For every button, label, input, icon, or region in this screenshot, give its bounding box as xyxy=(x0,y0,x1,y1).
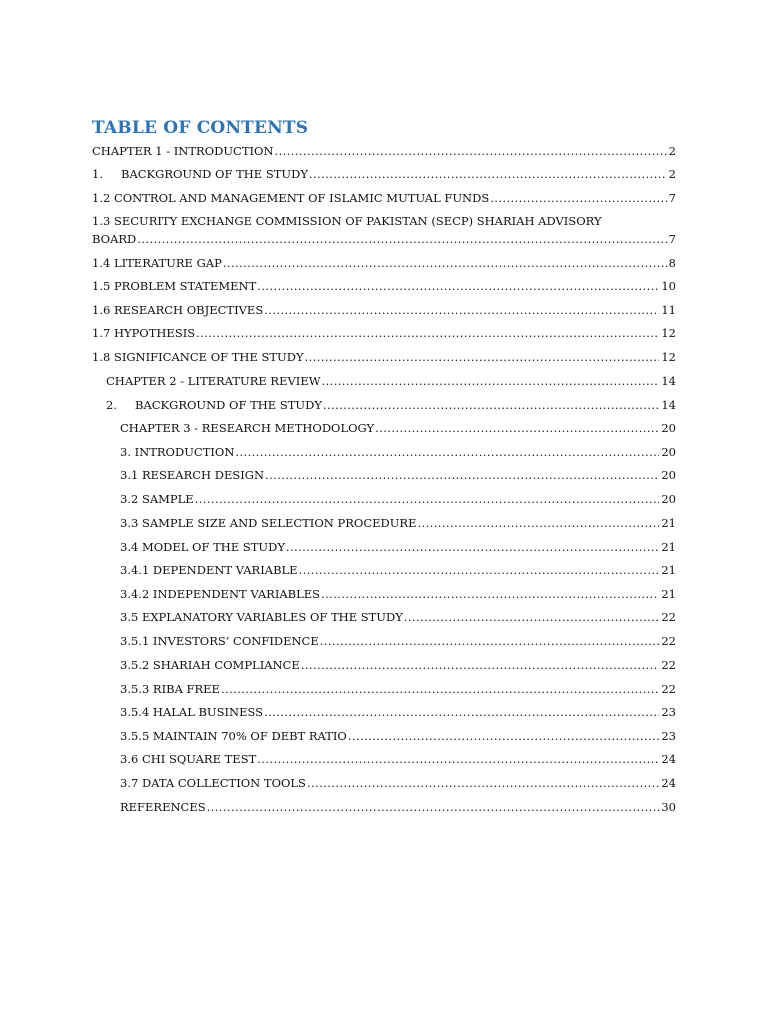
toc-entry-page: 12 xyxy=(661,326,676,340)
toc-title: TABLE OF CONTENTS xyxy=(92,118,309,138)
toc-entry-1-8[interactable] xyxy=(92,350,676,364)
toc-entry-page: 20 xyxy=(661,421,676,435)
toc-entry-page: 7 xyxy=(668,191,676,205)
toc-entry-page: 22 xyxy=(661,658,676,672)
toc-entry-label: 3.2 SAMPLE xyxy=(120,492,194,506)
toc-entry-references[interactable] xyxy=(120,800,676,814)
toc-entry-page: 22 xyxy=(661,682,676,696)
toc-entry-label: 1.7 HYPOTHESIS xyxy=(92,326,196,340)
dot-leader xyxy=(404,610,660,624)
toc-entry-1-6[interactable] xyxy=(92,303,676,317)
toc-entry-1-4[interactable] xyxy=(92,256,676,270)
dot-leader xyxy=(322,374,660,388)
toc-entry-label: BACKGROUND OF THE STUDY xyxy=(135,398,322,412)
toc-entry-page: 21 xyxy=(661,516,676,530)
dot-leader xyxy=(307,776,659,790)
toc-entry-3-4-1[interactable] xyxy=(120,563,676,577)
toc-entry-label: 3.5.5 MAINTAIN 70% OF DEBT RATIO xyxy=(120,729,347,743)
toc-entry-3-3[interactable] xyxy=(120,516,676,530)
toc-entry-chapter-3[interactable] xyxy=(120,421,676,435)
toc-entry-label-line-2: BOARD xyxy=(92,232,137,246)
toc-entry-3-5-4[interactable] xyxy=(120,705,676,719)
dot-leader xyxy=(301,658,660,672)
dot-leader xyxy=(137,232,666,246)
toc-entry-label: 3.4.2 INDEPENDENT VARIABLES xyxy=(120,587,321,601)
toc-entry-label: 1.8 SIGNIFICANCE OF THE STUDY xyxy=(92,350,304,364)
toc-entry-page: 24 xyxy=(661,752,676,766)
dot-leader xyxy=(348,729,660,743)
toc-entry-label: 1.4 LITERATURE GAP xyxy=(92,256,222,270)
toc-entry-page: 23 xyxy=(661,705,676,719)
toc-entry-page: 20 xyxy=(661,468,676,482)
toc-entry-page: 24 xyxy=(661,776,676,790)
toc-entry-chapter-2[interactable] xyxy=(106,374,676,388)
toc-entry-label: 3.7 DATA COLLECTION TOOLS xyxy=(120,776,306,790)
dot-leader xyxy=(275,144,667,158)
dot-leader xyxy=(286,540,659,554)
toc-entry-page: 30 xyxy=(661,800,676,814)
toc-entry-3-7[interactable] xyxy=(120,776,676,790)
dot-leader xyxy=(299,563,660,577)
toc-entry-page: 22 xyxy=(661,610,676,624)
dot-leader xyxy=(257,279,659,293)
toc-entry-page: 10 xyxy=(661,279,676,293)
toc-entry-page: 8 xyxy=(668,256,676,270)
dot-leader xyxy=(195,492,660,506)
dot-leader xyxy=(265,468,659,482)
dot-leader xyxy=(221,682,659,696)
toc-entry-1-5[interactable] xyxy=(92,279,676,293)
toc-entry-page: 23 xyxy=(661,729,676,743)
toc-entry-label: 3.3 SAMPLE SIZE AND SELECTION PROCEDURE xyxy=(120,516,417,530)
toc-entry-3-5-3[interactable] xyxy=(120,682,676,696)
toc-entry-page: 20 xyxy=(661,445,676,459)
toc-entry-3-5-2[interactable] xyxy=(120,658,676,672)
dot-leader xyxy=(305,350,660,364)
toc-entry-1-2[interactable] xyxy=(92,191,676,205)
dot-leader xyxy=(321,587,659,601)
toc-entry-page: 14 xyxy=(661,398,676,412)
toc-entry-3-5[interactable] xyxy=(120,610,676,624)
dot-leader xyxy=(264,303,659,317)
toc-entry-1-background[interactable] xyxy=(92,167,676,181)
dot-leader xyxy=(257,752,659,766)
toc-entry-3-4-2[interactable] xyxy=(120,587,676,601)
toc-entry-2-background[interactable] xyxy=(106,398,676,412)
toc-entry-label: 3.5.4 HALAL BUSINESS xyxy=(120,705,264,719)
toc-entry-page: 7 xyxy=(668,232,676,246)
dot-leader xyxy=(375,421,659,435)
toc-entry-page: 21 xyxy=(661,587,676,601)
toc-entry-3-introduction[interactable] xyxy=(120,445,676,459)
dot-leader xyxy=(196,326,659,340)
toc-entry-label: 3.5.1 INVESTORS’ CONFIDENCE xyxy=(120,634,319,648)
toc-entry-label: 3.4 MODEL OF THE STUDY xyxy=(120,540,285,554)
toc-entry-label: 3.5 EXPLANATORY VARIABLES OF THE STUDY xyxy=(120,610,403,624)
toc-entry-3-1[interactable] xyxy=(120,468,676,482)
toc-entry-page: 21 xyxy=(661,540,676,554)
dot-leader xyxy=(490,191,666,205)
toc-entry-label: 1.6 RESEARCH OBJECTIVES xyxy=(92,303,264,317)
toc-entry-3-6[interactable] xyxy=(120,752,676,766)
toc-entry-page: 2 xyxy=(668,167,676,181)
toc-entry-page: 21 xyxy=(661,563,676,577)
toc-entry-label: CHAPTER 3 - RESEARCH METHODOLOGY xyxy=(120,421,375,435)
dot-leader xyxy=(320,634,660,648)
toc-entry-3-5-5[interactable] xyxy=(120,729,676,743)
dot-leader xyxy=(417,516,659,530)
toc-entry-3-5-1[interactable] xyxy=(120,634,676,648)
toc-entry-chapter-1[interactable] xyxy=(92,144,676,158)
toc-entry-label: 1.5 PROBLEM STATEMENT xyxy=(92,279,257,293)
toc-entry-number: 1. xyxy=(92,167,103,181)
toc-entry-3-4[interactable] xyxy=(120,540,676,554)
dot-leader xyxy=(309,167,667,181)
toc-entry-label: 1.2 CONTROL AND MANAGEMENT OF ISLAMIC MUTUAL FUNDS xyxy=(92,191,490,205)
toc-entry-label: 3.1 RESEARCH DESIGN xyxy=(120,468,265,482)
toc-entry-page: 20 xyxy=(661,492,676,506)
toc-entry-label: CHAPTER 1 - INTRODUCTION xyxy=(92,144,274,158)
toc-entry-1-7[interactable] xyxy=(92,326,676,340)
dot-leader xyxy=(235,445,659,459)
toc-entry-label: 3.5.3 RIBA FREE xyxy=(120,682,220,696)
dot-leader xyxy=(264,705,659,719)
toc-entry-label: 3. INTRODUCTION xyxy=(120,445,235,459)
toc-entry-label: 3.4.1 DEPENDENT VARIABLE xyxy=(120,563,298,577)
toc-entry-1-3[interactable] xyxy=(92,214,676,246)
toc-entry-number: 2. xyxy=(106,398,117,412)
toc-entry-page: 14 xyxy=(661,374,676,388)
dot-leader xyxy=(323,398,659,412)
toc-entry-label-line-1: 1.3 SECURITY EXCHANGE COMMISSION OF PAKISTAN (SECP) SHARIAH ADVISORY xyxy=(92,214,602,228)
toc-entry-page: 22 xyxy=(661,634,676,648)
toc-entry-label: REFERENCES xyxy=(120,800,206,814)
toc-entry-page: 12 xyxy=(661,350,676,364)
dot-leader xyxy=(207,800,660,814)
toc-entry-page: 2 xyxy=(668,144,676,158)
toc-entry-label: 3.6 CHI SQUARE TEST xyxy=(120,752,257,766)
toc-entry-page: 11 xyxy=(661,303,676,317)
dot-leader xyxy=(223,256,667,270)
toc-entry-label: 3.5.2 SHARIAH COMPLIANCE xyxy=(120,658,300,672)
toc-entry-label: BACKGROUND OF THE STUDY xyxy=(121,167,308,181)
toc-entry-label: CHAPTER 2 - LITERATURE REVIEW xyxy=(106,374,321,388)
toc-entry-3-2[interactable] xyxy=(120,492,676,506)
